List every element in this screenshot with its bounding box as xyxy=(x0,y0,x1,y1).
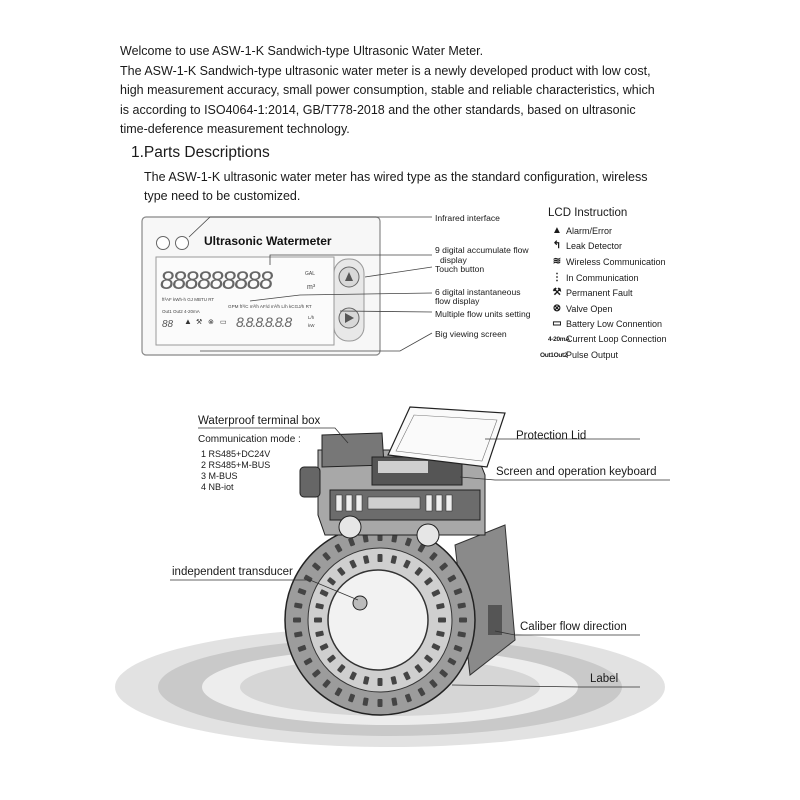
flow-units-row: GPM ft³/C m³/h AF/d m³/h L/h kCGJ/h RT xyxy=(228,304,312,309)
lcd-alarm-icon: ▲ xyxy=(184,317,192,326)
big-screen-label: Big viewing screen xyxy=(435,329,507,339)
section-desc-line: type need to be customized. xyxy=(144,189,301,203)
transducer-head xyxy=(353,596,367,610)
wireless-icon: ≋ xyxy=(552,256,562,267)
leak-icon: ↰ xyxy=(552,240,562,251)
ring-slot xyxy=(459,618,467,623)
caliber-label: Caliber flow direction xyxy=(520,621,627,633)
comm-option: 1 RS485+DC24V xyxy=(201,449,271,459)
wrench-icon: ⚒ xyxy=(552,287,562,298)
infrared-interface-label: Infrared interface xyxy=(435,213,500,223)
communication-icon: ⋮ xyxy=(552,272,562,283)
touch-button-label: Touch button xyxy=(435,264,485,274)
unit-kw: kW xyxy=(308,323,315,328)
alarm-icon: ▲ xyxy=(552,225,562,236)
intro-line: Welcome to use ASW-1-K Sandwich-type Ultrasonic Water Meter. xyxy=(120,44,484,58)
multi-units-label: Multiple flow units setting xyxy=(435,309,531,319)
instant-digits: 8.8.8.8.8.8 xyxy=(236,314,292,330)
valve-icon: ⊗ xyxy=(552,303,562,314)
accumulate-label-2: display xyxy=(440,255,467,265)
meter-lcd-window xyxy=(378,461,428,473)
pulse-icon: Out1Out2 xyxy=(540,351,568,359)
comm-option: 2 RS485+M-BUS xyxy=(201,460,271,470)
comm-option: 3 M-BUS xyxy=(201,471,238,481)
screen-keyboard-label: Screen and operation keyboard xyxy=(496,466,657,478)
units-row: ft³AF kWh-h GJ MBTU RT xyxy=(162,297,215,302)
accumulate-label-1: 9 digital accumulate flow xyxy=(435,245,529,255)
section-description xyxy=(144,168,647,206)
protection-lid-label: Protection Lid xyxy=(516,430,587,442)
intro-line: high measurement accuracy, small power consumption, stable and reliable characteristics, which xyxy=(120,83,655,97)
label-label: Label xyxy=(590,673,619,685)
lcd-instruction-item: ↰ Leak Detector xyxy=(548,240,622,251)
lcd-instruction-item: ⊗ Valve Open xyxy=(548,303,612,314)
lcd-instruction-item: ⚒ Permanent Fault xyxy=(548,287,633,298)
unit-m3: m³ xyxy=(307,284,316,291)
intro-line: time-deference measurement technology. xyxy=(120,122,350,136)
section-title: 1.Parts Descriptions xyxy=(131,144,270,161)
intro-line: The ASW-1-K Sandwich-type ultrasonic water meter is a newly developed product with low cost, xyxy=(120,63,651,78)
lcd-instruction-item: ▲ Alarm/Error xyxy=(548,225,612,236)
right-knob xyxy=(417,524,439,546)
ring-slot xyxy=(378,699,383,707)
intro-paragraph xyxy=(120,42,655,140)
lcd-panel-title: Ultrasonic Watermeter xyxy=(204,234,332,248)
section-desc-line: The ASW-1-K ultrasonic water meter has wired type as the standard configuration, wireless xyxy=(144,170,648,184)
ring-slot xyxy=(293,618,301,623)
meter-bore xyxy=(328,570,428,670)
lcd-battery-icon: ▭ xyxy=(220,319,227,326)
instant-label-2: flow display xyxy=(435,296,480,306)
comm-option: 4 NB-iot xyxy=(201,482,234,492)
left-knob xyxy=(339,516,361,538)
caliber-arrow-plate xyxy=(488,605,502,635)
unit-gal: GAL xyxy=(305,271,316,277)
loop-icon: 4-20mA xyxy=(548,335,570,343)
ring-slot xyxy=(314,618,322,623)
infrared-sensor-left-icon xyxy=(157,237,170,250)
infrared-sensor-right-icon xyxy=(176,237,189,250)
transducer-label: independent transducer xyxy=(172,566,293,578)
lcd-wrench-icon: ⚒ xyxy=(196,319,203,326)
lcd-instruction-item: ⋮ In Communication xyxy=(548,272,639,283)
lcd-instruction-item: Out1Out2 Pulse Output xyxy=(540,350,619,360)
lcd-valve-icon: ⊗ xyxy=(208,319,214,326)
intro-line: is according to ISO4064-1:2014, GB/T778-2018 and the other standards, based on ultrasonic xyxy=(120,102,636,117)
lcd-instruction-title: LCD Instruction xyxy=(548,207,628,219)
small-left-digits: 88 xyxy=(162,319,174,330)
terminal-box-label: Waterproof terminal box xyxy=(198,415,321,427)
battery-icon: ▭ xyxy=(552,318,562,329)
lcd-instruction-item: ≋ Wireless Communication xyxy=(548,256,666,267)
status-row: Out1 Out2 4-20mA xyxy=(162,309,200,314)
comm-mode-label: Communication mode : xyxy=(198,434,301,445)
ring-slot xyxy=(378,554,383,562)
lcd-instruction-item: 4-20mA Current Loop Connection xyxy=(548,334,667,344)
ring-slot xyxy=(378,678,383,686)
meter-diagram xyxy=(0,395,800,795)
cable-gland xyxy=(300,467,320,497)
unit-lph: L/h xyxy=(308,315,315,320)
lcd-instruction-item: ▭ Battery Low Connention xyxy=(548,318,662,329)
ring-slot xyxy=(438,618,446,623)
instant-label-1: 6 digital instantaneous xyxy=(435,287,521,297)
accumulate-digits: 888888888 xyxy=(160,267,272,295)
